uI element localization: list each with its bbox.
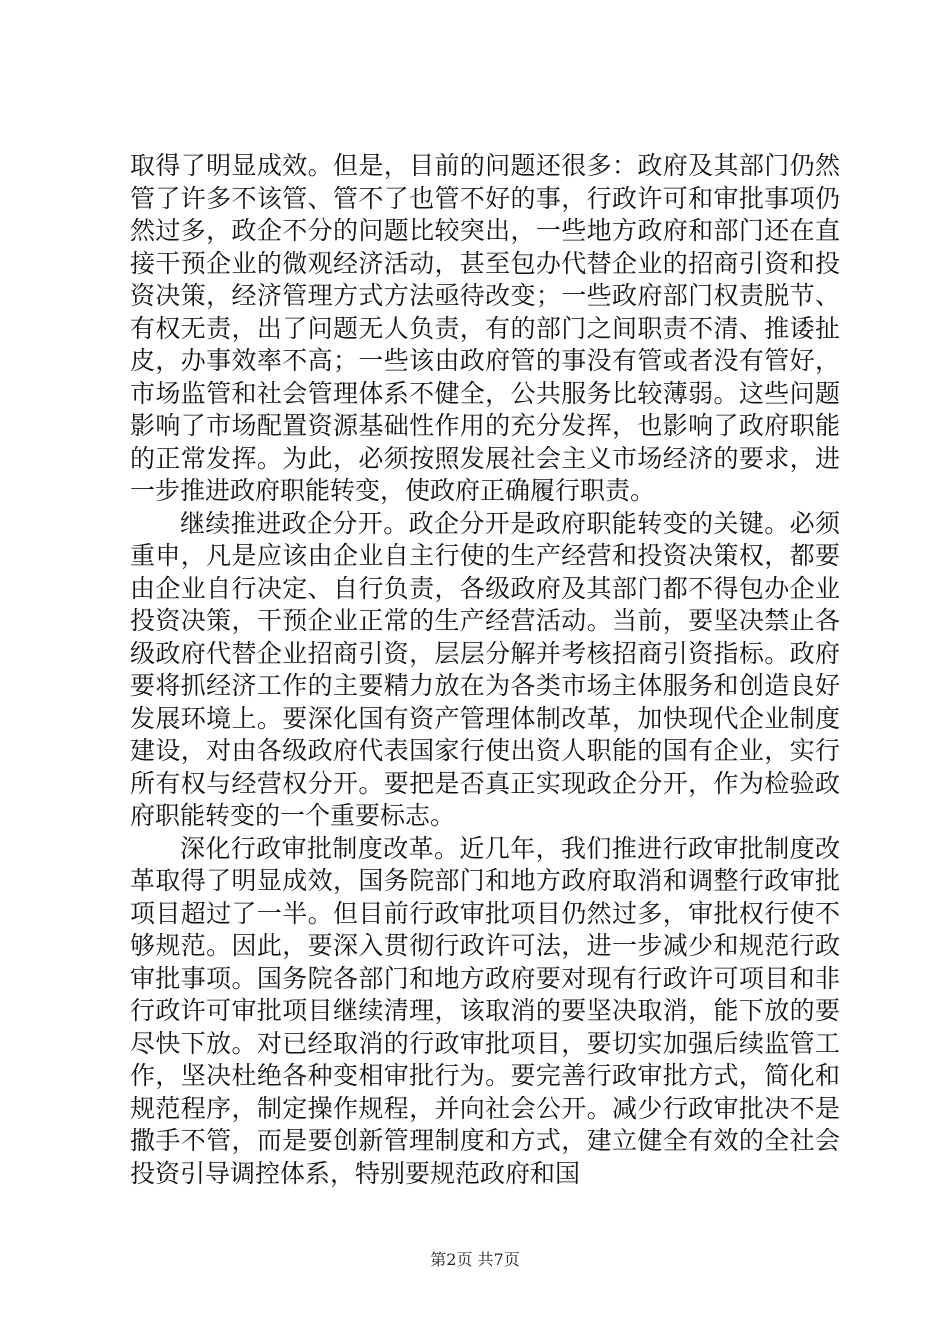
- paragraph-administrative-approval-reform: 深化行政审批制度改革。近几年，我们推进行政审批制度改革取得了明显成效，国务院部门和地方政府取消和调整行政审批项目超过了一半。但目前行政审批项目仍然过多，审批权行使不够规范。因此，要深入贯彻行政许可法，进一步减少和规范行政审批事项。国务院各部门和地方政府要对现有行政许可项目和非行政许可审批项目继续清理，该取消的要坚决取消，能下放的要尽快下放。对已经取消的行政审批项目，要切实加强后续监管工作，坚决杜绝各种变相审批行为。要完善行政审批方式，简化和规范程序，制定操作规程，并向社会公开。减少行政审批决不是撒手不管，而是要创新管理制度和方式，建立健全有效的全社会投资引导调控体系，特别要规范政府和国: [130, 833, 840, 1188]
- page-number-footer: 第2页 共7页: [430, 1250, 520, 1269]
- paragraph-separate-government-enterprise: 继续推进政企分开。政企分开是政府职能转变的关键。必须重申，凡是应该由企业自主行使的生产经营和投资决策权，都要由企业自行决定、自行负责，各级政府及其部门都不得包办企业投资决策，干预企业正常的生产经营活动。当前，要坚决禁止各级政府代替企业招商引资，层层分解并考核招商引资指标。政府要将抓经济工作的主要精力放在为各类市场主体服务和创造良好发展环境上。要深化国有资产管理体制改革，加快现代企业制度建设，对由各级政府代表国家行使出资人职能的国有企业，实行所有权与经营权分开。要把是否真正实现政企分开，作为检验政府职能转变的一个重要标志。: [130, 508, 840, 830]
- paragraph-continuation: 取得了明显成效。但是，目前的问题还很多：政府及其部门仍然管了许多不该管、管不了也管不好的事，行政许可和审批事项仍然过多，政企不分的问题比较突出，一些地方政府和部门还在直接干预企业的微观经济活动，甚至包办代替企业的招商引资和投资决策，经济管理方式方法亟待改变；一些政府部门权责脱节、有权无责，出了问题无人负责，有的部门之间职责不清、推诿扯皮，办事效率不高；一些该由政府管的事没有管或者没有管好，市场监管和社会管理体系不健全，公共服务比较薄弱。这些问题影响了市场配置资源基础性作用的充分发挥，也影响了政府职能的正常发挥。为此，必须按照发展社会主义市场经济的要求，进一步推进政府职能转变，使政府正确履行职责。: [130, 151, 840, 505]
- document-body: [130, 150, 840, 1190]
